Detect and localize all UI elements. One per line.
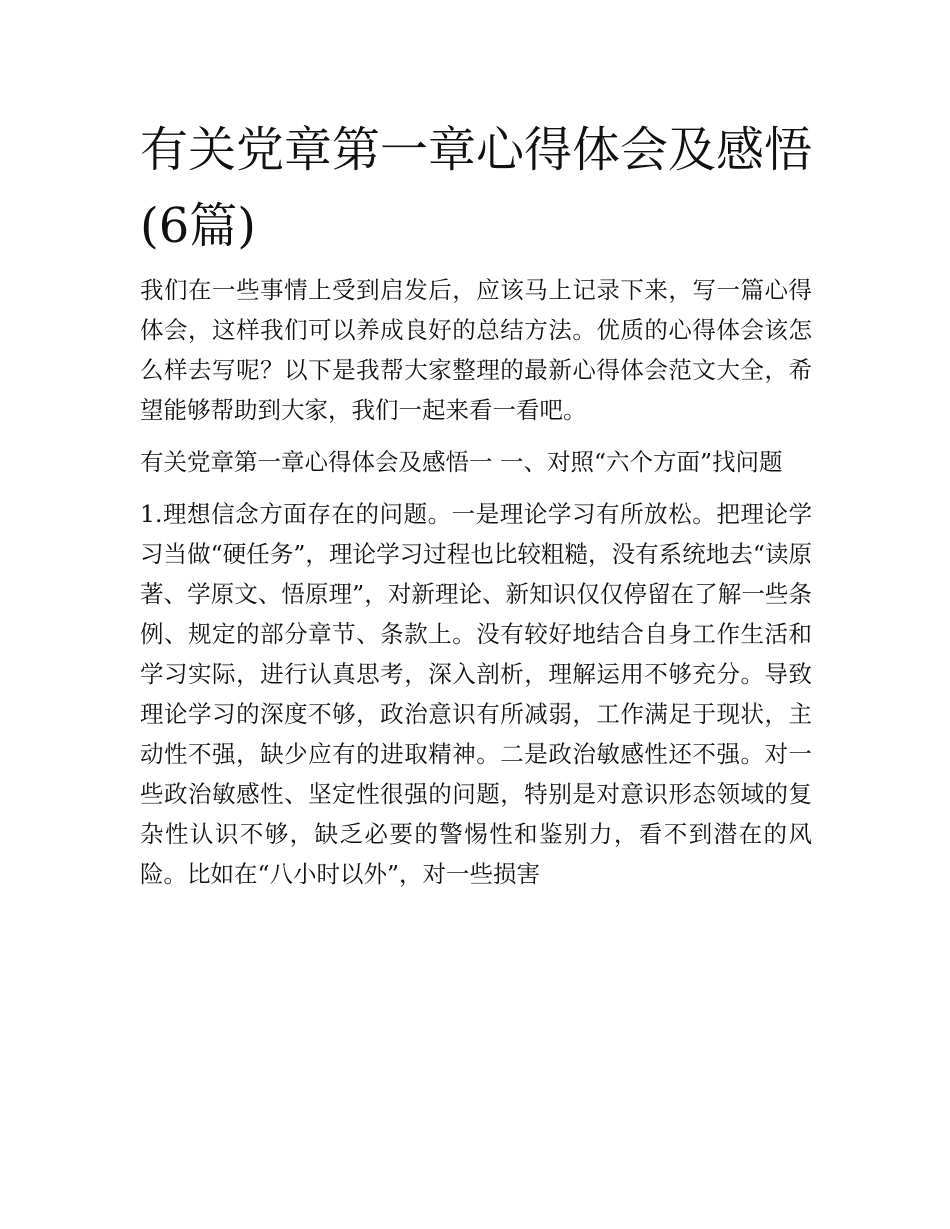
- section-heading: 有关党章第一章心得体会及感悟一 一、对照“六个方面”找问题: [140, 448, 783, 476]
- document-page: [140, 112, 812, 906]
- intro-paragraph: 我们在一些事情上受到启发后，应该马上记录下来，写一篇心得体会，这样我们可以养成良好的总结方法。优质的心得体会该怎么样去写呢？以下是我帮大家整理的最新心得体会范文大全，希望能够帮助到大家，我们一起来看一看吧。: [140, 276, 812, 424]
- body-paragraph: 1.理想信念方面存在的问题。一是理论学习有所放松。把理论学习当做“硬任务”，理论学习过程也比较粗糙，没有系统地去“读原著、学原文、悟原理”，对新理论、新知识仅仅停留在了解一些条例、规定的部分章节、条款上。没有较好地结合自身工作生活和学习实际，进行认真思考，深入剖析，理解运用不够充分。导致理论学习的深度不够，政治意识有所减弱，工作满足于现状，主动性不强，缺少应有的进取精神。二是政治敏感性还不强。对一些政治敏感性、坚定性很强的问题，特别是对意识形态领域的复杂性认识不够，缺乏必要的警惕性和鉴别力，看不到潜在的风险。比如在“八小时以外”，对一些损害: [140, 500, 812, 888]
- document-title: 有关党章第一章心得体会及感悟(6篇): [140, 122, 813, 254]
